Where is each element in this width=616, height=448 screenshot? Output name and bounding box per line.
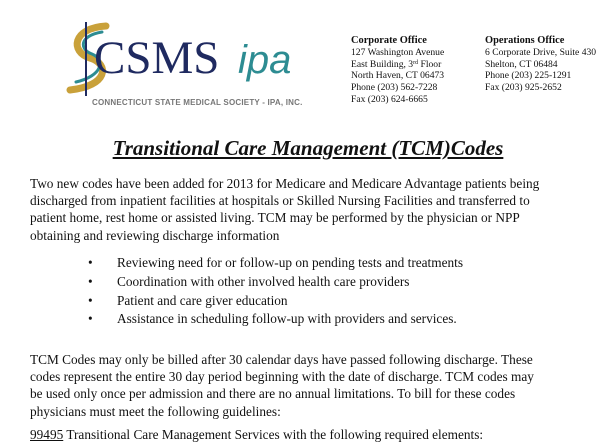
corporate-address-line: 127 Washington Avenue xyxy=(351,46,445,58)
corporate-fax: Fax (203) 624-6665 xyxy=(351,93,428,105)
logo-tagline: CONNECTICUT STATE MEDICAL SOCIETY - IPA, INC. xyxy=(92,98,303,107)
operations-address-line: 6 Corporate Drive, Suite 430 xyxy=(485,46,597,58)
operations-office-address xyxy=(485,35,596,94)
bullet-icon: • xyxy=(88,311,93,327)
corporate-phone: Phone (203) 562-7228 xyxy=(351,82,438,94)
bullet-icon: • xyxy=(88,255,93,270)
logo-wordmark-suffix: ipa xyxy=(238,38,292,82)
operations-phone: Phone (203) 225-1291 xyxy=(485,70,572,82)
billing-paragraph: TCM Codes may only be billed after 30 calendar days have passed following discharge. These codes represent the entire 30 day period beginning with the date of discharge. TCM codes may be used only once per admission and there are no annual limitations. To bill for these codes physicians must meet the following guidelines: xyxy=(30,352,534,419)
csms-ipa-logo xyxy=(62,18,337,118)
code-99495-line xyxy=(30,426,610,443)
document-title: Transitional Care Management (TCM)Codes xyxy=(112,136,504,160)
list-item: • Assistance in scheduling follow-up with providers and services. xyxy=(88,310,463,329)
corporate-address-line: North Haven, CT 06473 xyxy=(351,70,445,82)
operations-fax: Fax (203) 925-2652 xyxy=(485,82,562,94)
list-item: • Patient and care giver education xyxy=(88,292,463,311)
logo-wordmark: CSMS xyxy=(94,32,220,84)
tcm-bullet-list xyxy=(88,254,463,329)
corporate-office-address xyxy=(351,35,444,106)
operations-address-line: Shelton, CT 06484 xyxy=(485,58,558,70)
list-item: • Coordination with other involved health care providers xyxy=(88,273,463,292)
bullet-icon: • xyxy=(88,292,93,308)
corporate-address-line: East Building, 3rd Floor xyxy=(351,58,442,70)
code-description: Transitional Care Management Services with the following required elements: xyxy=(63,427,484,442)
intro-paragraph: Two new codes have been added for 2013 for Medicare and Medicare Advantage patients being discharged from inpatient facilities at hospitals or Skilled Nursing Facilities and transferred to patient home, rest home or assisted living. TCM may be performed by the physician or NPP obtaining and reviewing discharge information xyxy=(30,176,540,243)
operations-office-heading: Operations Office xyxy=(485,35,565,46)
bullet-icon: • xyxy=(88,273,93,289)
code-number: 99495 xyxy=(30,427,64,442)
corporate-office-heading: Corporate Office xyxy=(351,35,427,46)
list-item: • Reviewing need for or follow-up on pending tests and treatments xyxy=(88,254,463,273)
